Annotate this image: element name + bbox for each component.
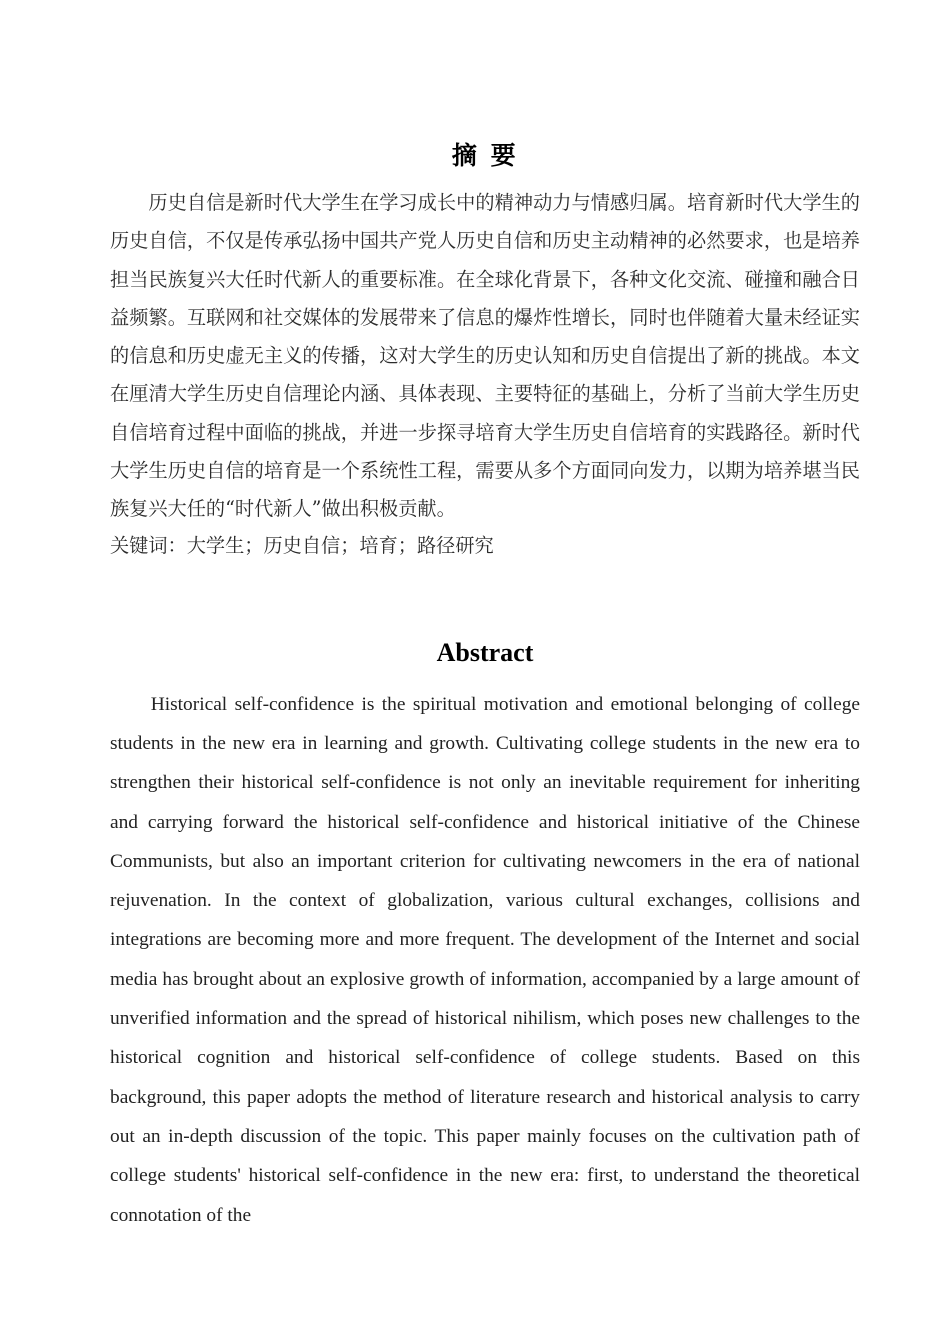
english-abstract-heading: Abstract (436, 637, 534, 667)
page-content (110, 0, 860, 1235)
chinese-keywords-line: 关键词：大学生；历史自信；培育；路径研究 (110, 533, 494, 557)
english-abstract-body: Historical self-confidence is the spiritual motivation and emotional belonging of college students in the new era in learning and growth. Cultivating college students in the new era to strengthen their historical self-confidence is not only an inevitable requirement for inheriting and carrying forward the historical self-confidence and historical initiative of the Chinese Communists, but also an important criterion for cultivating newcomers in the era of national rejuvenation. In the context of globalization, various cultural exchanges, collisions and integrations are becoming more and more frequent. The development of the Internet and social media has brought about an explosive growth of information, accompanied by a large amount of unverified information and the spread of historical nihilism, which poses new challenges to the historical cognition and historical self-confidence of college students. Based on this background, this paper adopts the method of literature research and historical analysis to carry out an in-depth discussion of the topic. This paper mainly focuses on the cultivation path of college students' historical self-confidence in the new era: first, to understand the theoretical connotation of the (110, 693, 860, 1226)
chinese-abstract-heading: 摘 要 (451, 141, 519, 170)
chinese-abstract-body: 历史自信是新时代大学生在学习成长中的精神动力与情感归属。培育新时代大学生的历史自信，不仅是传承弘扬中国共产党人历史自信和历史主动精神的必然要求，也是培养担当民族复兴大任时代新人的重要标准。在全球化背景下，各种文化交流、碰撞和融合日益频繁。互联网和社交媒体的发展带来了信息的爆炸性增长，同时也伴随着大量未经证实的信息和历史虚无主义的传播，这对大学生的历史认知和历史自信提出了新的挑战。本文在厘清大学生历史自信理论内涵、具体表现、主要特征的基础上，分析了当前大学生历史自信培育过程中面临的挑战，并进一步探寻培育大学生历史自信培育的实践路径。新时代大学生历史自信的培育是一个系统性工程，需要从多个方面同向发力，以期为培养堪当民族复兴大任的“时代新人”做出积极贡献。 (110, 191, 860, 521)
